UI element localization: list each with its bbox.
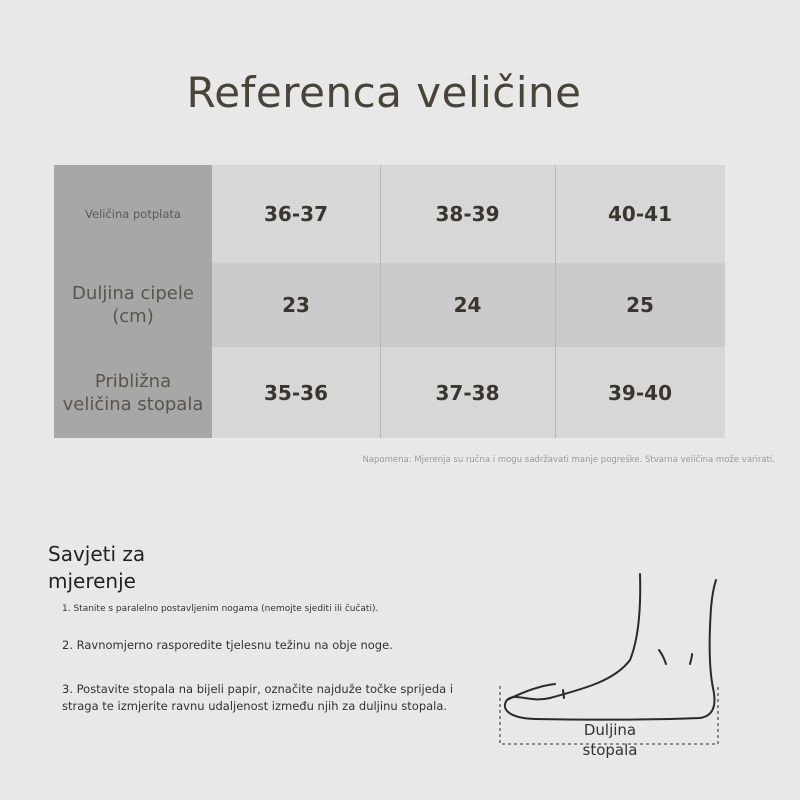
row-label: Duljina cipele (cm) xyxy=(54,263,212,347)
row-label: Približna veličina stopala xyxy=(54,347,212,438)
page-title: Referenca veličine xyxy=(186,68,582,117)
tip-item: 2. Ravnomjerno rasporedite tjelesnu težinu na obje noge. xyxy=(62,638,393,652)
size-table xyxy=(54,165,725,438)
table-cell: 24 xyxy=(380,263,555,347)
table-row xyxy=(54,165,725,263)
table-cell: 35-36 xyxy=(212,347,380,438)
table-cell: 37-38 xyxy=(380,347,555,438)
table-cell: 40-41 xyxy=(555,165,725,263)
table-cell: 23 xyxy=(212,263,380,347)
table-cell: 25 xyxy=(555,263,725,347)
tip-item: 1. Stanite s paralelno postavljenim nogama (nemojte sjediti ili čučati). xyxy=(62,604,379,614)
row-label: Veličina potplata xyxy=(54,165,212,263)
table-row xyxy=(54,347,725,438)
column-divider xyxy=(555,165,556,438)
table-cell: 39-40 xyxy=(555,347,725,438)
table-row xyxy=(54,263,725,347)
foot-length-label: Duljina stopala xyxy=(582,721,638,759)
table-cell: 36-37 xyxy=(212,165,380,263)
table-cell: 38-39 xyxy=(380,165,555,263)
tip-item: 3. Postavite stopala na bijeli papir, označite najduže točke sprijeda i straga te izmjerite ravnu udaljenost između njih za duljinu stopala. xyxy=(62,682,454,713)
column-divider xyxy=(380,165,381,438)
measurement-note: Napomena: Mjerenja su ručna i mogu sadržavati manje pogreške. Stvarna veličina može varirati. xyxy=(362,455,775,465)
tips-title: Savjeti za mjerenje xyxy=(48,542,146,593)
